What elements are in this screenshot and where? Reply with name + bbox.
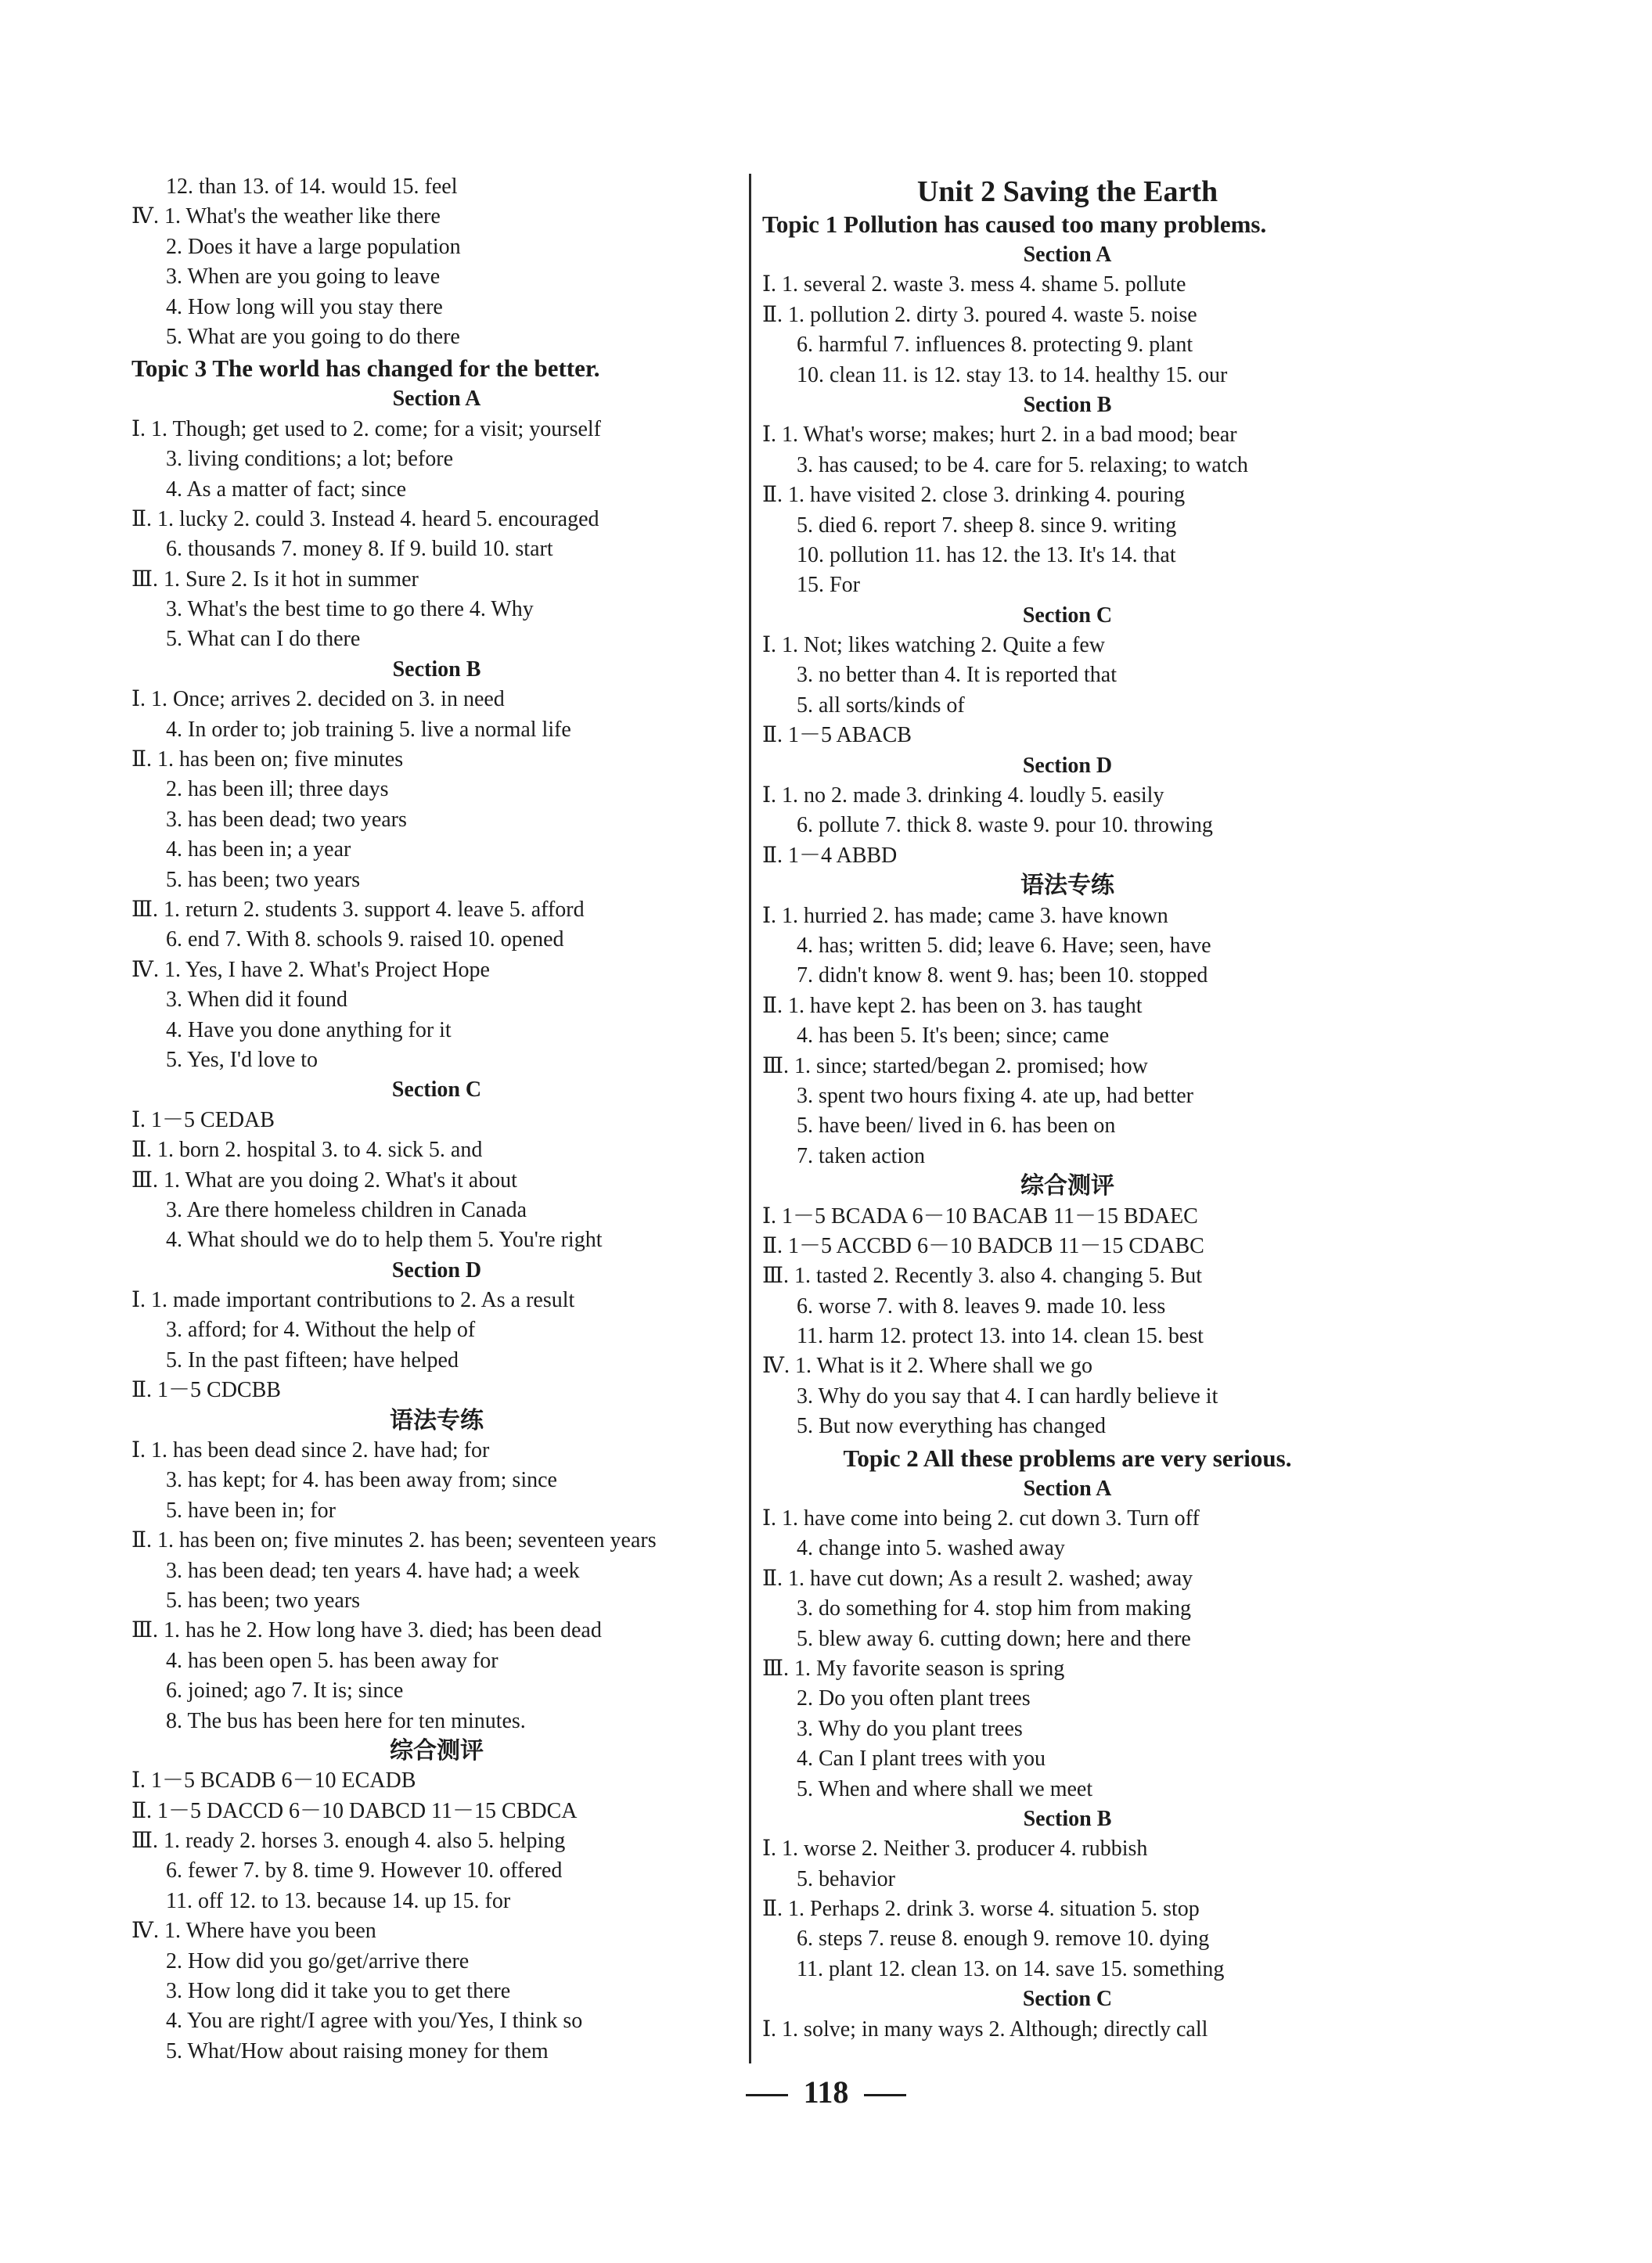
answer-line: 6. steps 7. reuse 8. enough 9. remove 10. dying [797, 1927, 1210, 1952]
answer-line: 5. died 6. report 7. sheep 8. since 9. writing [797, 513, 1177, 538]
answer-line: Ⅰ. 1. have come into being 2. cut down 3. Turn off [762, 1506, 1200, 1531]
answer-line: Ⅲ. 1. since; started/began 2. promised; how [762, 1053, 1148, 1078]
answer-line: 4. Have you done anything for it [166, 1017, 452, 1042]
answer-line: Ⅱ. 1. have visited 2. close 3. drinking 4. pouring [762, 483, 1186, 508]
answer-line: 6. fewer 7. by 8. time 9. However 10. offered [166, 1858, 563, 1883]
answer-line: 4. What should we do to help them 5. You're right [166, 1228, 603, 1253]
answer-line: 4. has; written 5. did; leave 6. Have; seen, have [797, 933, 1211, 958]
answer-line: 5. all sorts/kinds of [797, 693, 965, 718]
answer-line: 3. Why do you say that 4. I can hardly believe it [797, 1383, 1218, 1409]
answer-line: 11. off 12. to 13. because 14. up 15. for [166, 1888, 511, 1913]
answer-line: 2. How did you go/get/arrive there [166, 1948, 470, 1973]
answer-line: 4. change into 5. washed away [797, 1536, 1065, 1561]
answer-line: Ⅱ. 1－5 ABACB [762, 723, 912, 748]
answer-line: 2. Does it have a large population [166, 234, 461, 259]
answer-line: 12. than 13. of 14. would 15. feel [166, 174, 458, 199]
answer-line: Ⅲ. 1. What are you doing 2. What's it about [131, 1167, 517, 1193]
answer-line: 5. But now everything has changed [797, 1414, 1107, 1439]
answer-line: 15. For [797, 573, 860, 598]
answer-line: 3. has been dead; ten years 4. have had; a week [166, 1558, 580, 1583]
answer-line: Ⅲ. 1. My favorite season is spring [762, 1656, 1065, 1681]
answer-line: Ⅰ. 1. no 2. made 3. drinking 4. loudly 5. easily [762, 783, 1164, 808]
section-heading: Section B [1023, 392, 1112, 417]
answer-line: 3. has kept; for 4. has been away from; since [166, 1468, 557, 1493]
answer-line: Ⅲ. 1. has he 2. How long have 3. died; has been dead [131, 1618, 602, 1643]
answer-line: 5. Yes, I'd love to [166, 1047, 319, 1072]
answer-line: 11. harm 12. protect 13. into 14. clean 15. best [797, 1324, 1204, 1349]
answer-line: Ⅰ. 1. hurried 2. has made; came 3. have known [762, 903, 1168, 928]
answer-line: Ⅳ. 1. What is it 2. Where shall we go [762, 1354, 1092, 1379]
answer-line: 6. pollute 7. thick 8. waste 9. pour 10. throwing [797, 813, 1213, 838]
answer-line: 3. do something for 4. stop him from making [797, 1596, 1191, 1621]
answer-line: 5. has been; two years [166, 1588, 361, 1613]
answer-line: Ⅳ. 1. What's the weather like there [131, 204, 441, 229]
answer-line: Ⅱ. 1. pollution 2. dirty 3. poured 4. waste 5. noise [762, 302, 1197, 327]
answer-line: 3. Why do you plant trees [797, 1716, 1023, 1741]
answer-line: Ⅰ. 1－5 CEDAB [131, 1107, 275, 1132]
section-heading: Section D [1022, 753, 1113, 778]
answer-line: 7. taken action [797, 1143, 926, 1168]
answer-line: 3. When are you going to leave [166, 264, 441, 290]
answer-line: 3. How long did it take you to get there [166, 1979, 511, 2004]
answer-line: 4. Can I plant trees with you [797, 1747, 1046, 1772]
answer-line: 3. no better than 4. It is reported that [797, 663, 1117, 688]
answer-line: 5. What are you going to do there [166, 324, 460, 349]
answer-line: 2. has been ill; three days [166, 777, 389, 802]
answer-line: Ⅰ. 1. Though; get used to 2. come; for a visit; yourself [131, 416, 602, 441]
answer-line: 3. afford; for 4. Without the help of [166, 1318, 476, 1343]
column-divider [749, 174, 751, 2063]
answer-line: 5. have been/ lived in 6. has been on [797, 1114, 1116, 1139]
answer-line: 5. blew away 6. cutting down; here and there [797, 1626, 1191, 1651]
section-heading: Section C [1022, 603, 1113, 628]
answer-line: 2. Do you often plant trees [797, 1686, 1031, 1711]
answer-line: 7. didn't know 8. went 9. has; been 10. stopped [797, 963, 1208, 988]
answer-line: Ⅱ. 1. has been on; five minutes 2. has been; seventeen years [131, 1528, 657, 1553]
answer-line: 4. How long will you stay there [166, 294, 443, 319]
answer-line: Ⅱ. 1. born 2. hospital 3. to 4. sick 5. and [131, 1138, 483, 1163]
answer-line: 5. What can I do there [166, 627, 361, 652]
section-heading: Section A [1023, 243, 1112, 267]
answer-line: 3. living conditions; a lot; before [166, 447, 454, 472]
answer-line: 3. has been dead; two years [166, 807, 407, 832]
answer-line: 5. have been in; for [166, 1498, 336, 1523]
left-column [131, 172, 742, 2067]
answer-line: 5. behavior [797, 1866, 895, 1891]
answer-line: Ⅳ. 1. Yes, I have 2. What's Project Hope [131, 957, 490, 982]
answer-line: Ⅰ. 1. solve; in many ways 2. Although; directly call [762, 2017, 1208, 2042]
answer-line: 3. Are there homeless children in Canada [166, 1197, 527, 1222]
answer-line: Ⅰ. 1. Once; arrives 2. decided on 3. in need [131, 687, 505, 712]
answer-line: Ⅱ. 1. have cut down; As a result 2. washed; away [762, 1566, 1193, 1591]
answer-line: Ⅰ. 1. has been dead since 2. have had; for [131, 1438, 490, 1463]
section-heading: Section C [1022, 1987, 1113, 2012]
exercise-heading: 综合测评 [1020, 1172, 1114, 1200]
answer-line: 4. In order to; job training 5. live a normal life [166, 717, 571, 742]
exercise-heading: 语法专练 [390, 1406, 484, 1434]
answer-line: 4. has been 5. It's been; since; came [797, 1024, 1110, 1049]
answer-line: 10. pollution 11. has 12. the 13. It's 14. that [797, 542, 1176, 567]
answer-line: Ⅱ. 1. lucky 2. could 3. Instead 4. heard 5. encouraged [131, 506, 599, 531]
answer-line: 4. has been open 5. has been away for [166, 1648, 498, 1673]
answer-line: 10. clean 11. is 12. stay 13. to 14. healthy 15. our [797, 362, 1228, 387]
answer-line: Ⅲ. 1. ready 2. horses 3. enough 4. also 5. helping [131, 1829, 566, 1854]
answer-line: Ⅰ. 1－5 BCADB 6－10 ECADB [131, 1768, 416, 1793]
answer-line: 6. harmful 7. influences 8. protecting 9. plant [797, 333, 1193, 358]
section-heading: Section A [1023, 1476, 1112, 1501]
unit-heading: Unit 2 Saving the Earth [916, 175, 1218, 208]
answer-line: Ⅰ. 1. made important contributions to 2. As a result [131, 1288, 575, 1313]
answer-line: 6. thousands 7. money 8. If 9. build 10. start [166, 537, 553, 562]
answer-line: 4. has been in; a year [166, 837, 351, 862]
topic-heading: Topic 2 All these problems are very serious. [843, 1444, 1292, 1472]
section-heading: Section C [391, 1078, 482, 1103]
answer-line: 5. In the past fifteen; have helped [166, 1347, 459, 1373]
answer-line: 3. When did it found [166, 988, 348, 1013]
answer-line: 3. What's the best time to go there 4. Why [166, 597, 534, 622]
answer-line: Ⅱ. 1. have kept 2. has been on 3. has taught [762, 993, 1143, 1018]
page-number-dash-right [864, 2094, 906, 2096]
answer-line: Ⅱ. 1. Perhaps 2. drink 3. worse 4. situation 5. stop [762, 1897, 1200, 1922]
answer-line: 5. What/How about raising money for them [166, 2038, 549, 2063]
answer-line: 6. worse 7. with 8. leaves 9. made 10. less [797, 1293, 1166, 1319]
topic-heading: Topic 3 The world has changed for the better. [131, 354, 600, 383]
topic-heading: Topic 1 Pollution has caused too many problems. [762, 210, 1267, 238]
answer-line: Ⅰ. 1. What's worse; makes; hurt 2. in a bad mood; bear [762, 423, 1237, 448]
answer-line: Ⅰ. 1. several 2. waste 3. mess 4. shame 5. pollute [762, 272, 1186, 297]
answer-line: Ⅱ. 1－5 DACCD 6－10 DABCD 11－15 CBDCA [131, 1798, 578, 1823]
page-number [0, 2074, 1652, 2110]
section-heading: Section D [391, 1257, 482, 1283]
answer-line: Ⅲ. 1. tasted 2. Recently 3. also 4. changing 5. But [762, 1264, 1203, 1289]
section-heading: Section B [1023, 1806, 1112, 1831]
answer-line: 6. joined; ago 7. It is; since [166, 1678, 404, 1704]
answer-line: Ⅱ. 1－5 ACCBD 6－10 BADCB 11－15 CDABC [762, 1233, 1204, 1258]
answer-line: Ⅰ. 1. worse 2. Neither 3. producer 4. rubbish [762, 1837, 1148, 1862]
answer-line: Ⅱ. 1－5 CDCBB [131, 1378, 281, 1403]
answer-line: 6. end 7. With 8. schools 9. raised 10. opened [166, 927, 564, 952]
answer-line: 8. The bus has been here for ten minutes. [166, 1708, 526, 1733]
section-heading: Section A [392, 387, 481, 412]
answer-line: Ⅱ. 1. has been on; five minutes [131, 747, 404, 772]
exercise-heading: 语法专练 [1020, 872, 1114, 900]
answer-line: 5. has been; two years [166, 867, 361, 892]
page-number-text: 118 [803, 2074, 849, 2110]
answer-line: Ⅲ. 1. return 2. students 3. support 4. leave 5. afford [131, 897, 585, 922]
answer-line: Ⅳ. 1. Where have you been [131, 1919, 376, 1944]
answer-line: 3. has caused; to be 4. care for 5. relaxing; to watch [797, 452, 1248, 477]
answer-line: 4. You are right/I agree with you/Yes, I think so [166, 2009, 583, 2034]
answer-line: 11. plant 12. clean 13. on 14. save 15. something [797, 1956, 1225, 1981]
answer-line: Ⅲ. 1. Sure 2. Is it hot in summer [131, 567, 419, 592]
answer-line: 3. spent two hours fixing 4. ate up, had better [797, 1083, 1194, 1108]
answer-line: Ⅰ. 1－5 BCADA 6－10 BACAB 11－15 BDAEC [762, 1203, 1198, 1229]
answer-line: 5. When and where shall we meet [797, 1776, 1093, 1801]
exercise-heading: 综合测评 [390, 1736, 484, 1765]
page-number-dash-left [746, 2094, 788, 2096]
right-column [762, 172, 1373, 2045]
section-heading: Section B [392, 657, 481, 682]
answer-line: 4. As a matter of fact; since [166, 477, 407, 502]
answer-line: Ⅰ. 1. Not; likes watching 2. Quite a few [762, 633, 1105, 658]
answer-line: Ⅱ. 1－4 ABBD [762, 843, 898, 868]
